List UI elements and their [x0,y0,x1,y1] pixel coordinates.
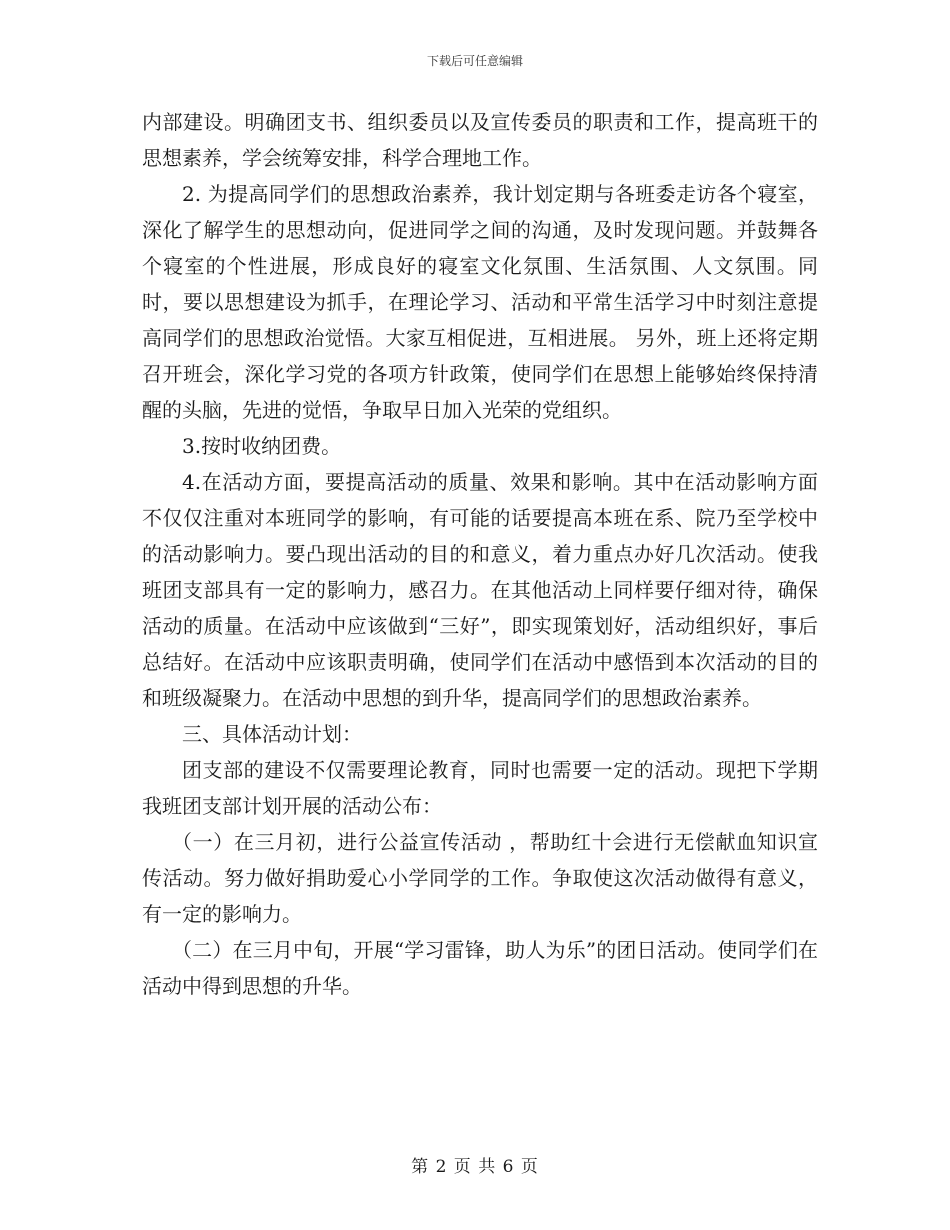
page-header: 下载后可任意编辑 [426,54,523,68]
paragraph-item-3: 3.按时收纳团费。 [182,434,342,458]
paragraph-activity-intro: 团支部的建设不仅需要理论教育，同时也需要一定的活动。现把下学期我班团支部计划开展的活动公布： [142,758,818,818]
section-heading-activity-plan: 三、具体活动计划： [182,722,362,746]
paragraph-internal-construction: 内部建设。明确团支书、组织委员以及宣传委员的职责和工作，提高班干的思想素养，学会统筹安排，科学合理地工作。 [142,110,818,170]
page-footer: 第 2 页 共 6 页 [411,1157,539,1177]
paragraph-activity-2: （二）在三月中旬，开展“学习雷锋，助人为乐”的团日活动。使同学们在活动中得到思想的升华。 [142,938,818,998]
paragraph-item-4: 4.在活动方面，要提高活动的质量、效果和影响。其中在活动影响方面不仅仅注重对本班同学的影响，有可能的话要提高本班在系、院乃至学校中的活动影响力。要凸现出活动的目的和意义，着力重点办好几次活动。使我班团支部具有一定的影响力，感召力。在其他活动上同样要仔细对待，确保活动的质量。在活动中应该做到“三好”，即实现策划好，活动组织好，事后总结好。在活动中应该职责明确，使同学们在活动中感悟到本次活动的目的和班级凝聚力。在活动中思想的到升华，提高同学们的思想政治素养。 [142,470,818,710]
document-body [142,104,818,1004]
paragraph-item-2: 2. 为提高同学们的思想政治素养，我计划定期与各班委走访各个寝室，深化了解学生的思想动向，促进同学之间的沟通，及时发现问题。并鼓舞各个寝室的个性进展，形成良好的寝室文化氛围、生活氛围、人文氛围。同时，要以思想建设为抓手，在理论学习、活动和平常生活学习中时刻注意提高同学们的思想政治觉悟。大家互相促进，互相进展。 另外，班上还将定期召开班会，深化学习党的各项方针政策，使同学们在思想上能够始终保持清醒的头脑，先进的觉悟，争取早日加入光荣的党组织。 [142,182,818,422]
paragraph-activity-1: （一）在三月初，进行公益宣传活动 ，帮助红十会进行无偿献血知识宣传活动。努力做好捐助爱心小学同学的工作。争取使这次活动做得有意义，有一定的影响力。 [142,830,818,926]
